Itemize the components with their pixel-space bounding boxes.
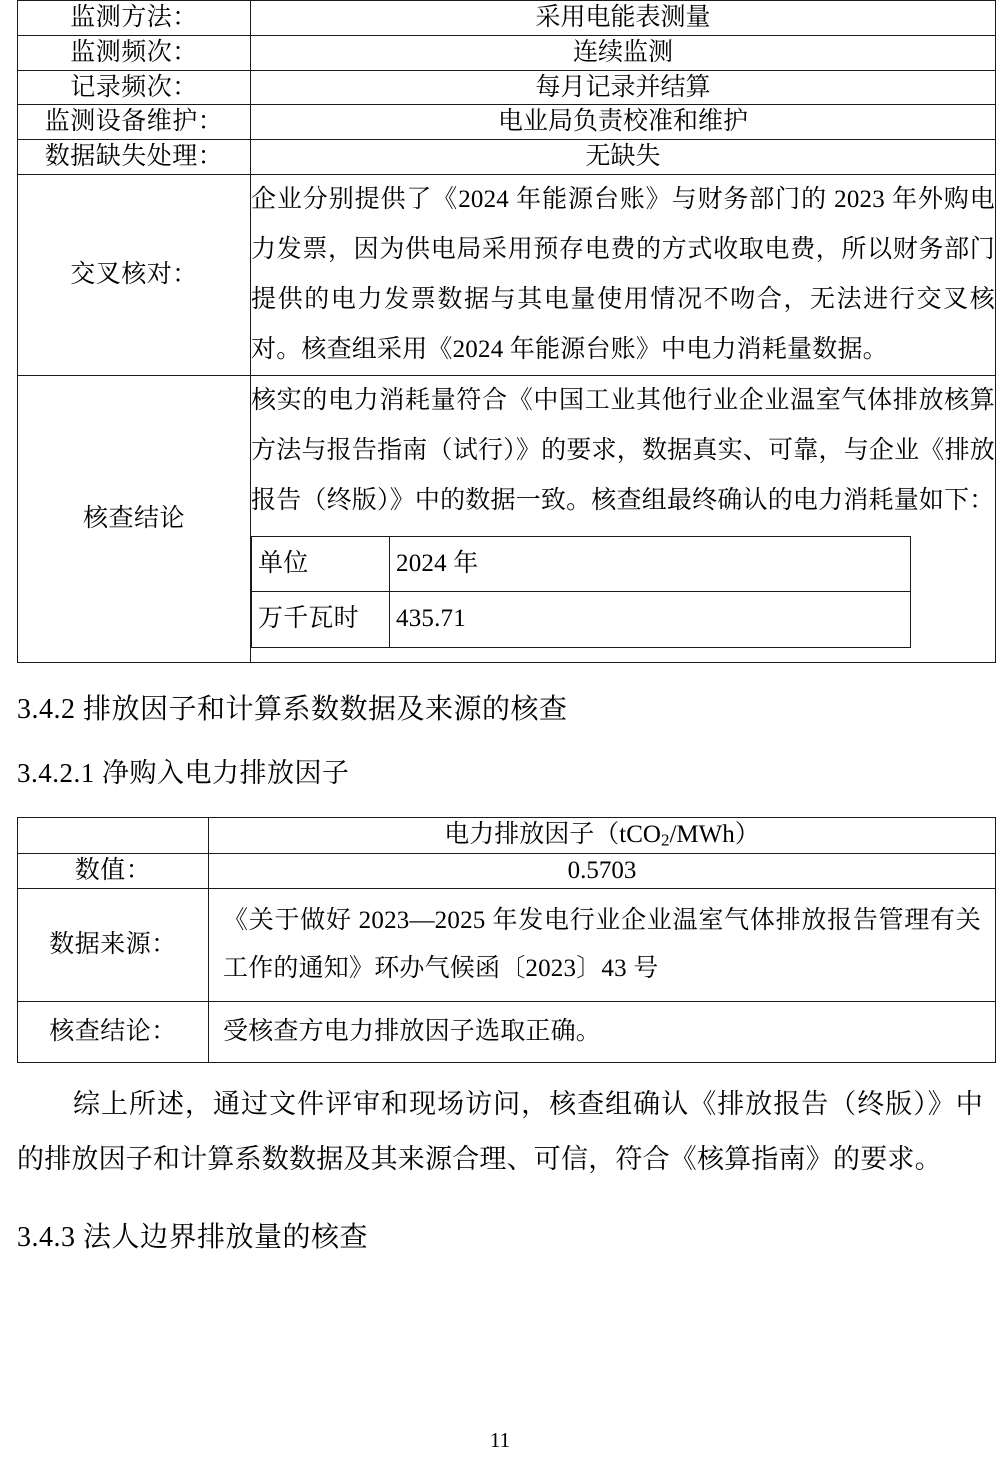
page-number: 11: [489, 1428, 511, 1452]
table-row: [18, 1, 996, 36]
inner-table-header-row: [252, 536, 911, 592]
inner-cell-value: 435.71: [390, 592, 911, 648]
factor-header-title: [209, 818, 996, 854]
section-heading-3-4-3: 3.4.3 法人边界排放量的核查: [17, 1221, 369, 1253]
row-label-verification-conclusion: 核查结论: [18, 375, 251, 662]
row-value-equipment-maintenance: 电业局负责校准和维护: [251, 105, 996, 140]
table-row: [18, 70, 996, 105]
row-label-missing-data: 数据缺失处理：: [18, 140, 251, 175]
table-row: [18, 35, 996, 70]
table-row-cross-check: [18, 174, 996, 375]
row-label-record-frequency: 记录频次：: [18, 70, 251, 105]
table-row: [18, 105, 996, 140]
row-label-cross-check: 交叉核对：: [18, 174, 251, 375]
row-value-verification-conclusion: [251, 375, 996, 662]
table-row-factor-source: [18, 888, 996, 1001]
subsection-heading-3-4-2-1: 3.4.2.1 净购入电力排放因子: [17, 757, 350, 788]
row-value-factor-conclusion: [209, 1001, 996, 1062]
verification-conclusion-paragraph: 核实的电力消耗量符合《中国工业其他行业企业温室气体排放核算方法与报告指南（试行）》的要求，数据真实、可靠，与企业《排放报告（终版）》中的数据一致。核查组最终确认的电力消耗量如下：: [251, 386, 995, 514]
table-row-verification-conclusion: [18, 375, 996, 662]
row-value-monitoring-frequency: 连续监测: [251, 35, 996, 70]
factor-header-blank-cell: [18, 818, 209, 854]
section-heading-3-4-2: 3.4.2 排放因子和计算系数数据及来源的核查: [17, 693, 568, 725]
table-row-factor-conclusion: [18, 1001, 996, 1062]
inner-cell-unit: 万千瓦时: [252, 592, 390, 648]
row-label-equipment-maintenance: 监测设备维护：: [18, 105, 251, 140]
row-value-factor-value: 0.5703: [209, 853, 996, 888]
inner-header-unit: 单位: [252, 536, 390, 592]
row-label-monitoring-method: 监测方法：: [18, 1, 251, 36]
table-row-factor-header: [18, 818, 996, 854]
factor-header-title-prefix: 电力排放因子（tCO: [444, 821, 661, 849]
summary-paragraph: 综上所述，通过文件评审和现场访问，核查组确认《排放报告（终版）》中的排放因子和计算系数数据及其来源合理、可信，符合《核算指南》的要求。: [17, 1088, 983, 1174]
electricity-emission-factor-table: [17, 817, 996, 1062]
inner-header-year: 2024 年: [390, 536, 911, 592]
cross-check-paragraph: 企业分别提供了《2024 年能源台账》与财务部门的 2023 年外购电力发票，因为供电局采用预存电费的方式收取电费，所以财务部门提供的电力发票数据与其电量使用情况不吻合，无法进行交叉核对。核查组采用《2024 年能源台账》中电力消耗量数据。: [251, 185, 995, 363]
row-value-factor-source: [209, 888, 996, 1001]
factor-header-title-suffix: /MWh）: [669, 821, 760, 849]
factor-header-title-subscript: 2: [660, 830, 670, 850]
row-label-factor-source: 数据来源：: [18, 888, 209, 1001]
row-value-record-frequency: 每月记录并结算: [251, 70, 996, 105]
electricity-monitoring-table: [17, 0, 996, 663]
row-value-cross-check: [251, 174, 996, 375]
row-label-factor-value: 数值：: [18, 853, 209, 888]
row-value-missing-data: 无缺失: [251, 140, 996, 175]
confirmed-electricity-consumption-table: [251, 536, 911, 648]
row-value-monitoring-method: 采用电能表测量: [251, 1, 996, 36]
table-row-factor-value: [18, 853, 996, 888]
row-label-factor-conclusion: 核查结论：: [18, 1001, 209, 1062]
inner-table-data-row: [252, 592, 911, 648]
factor-conclusion-paragraph: 受核查方电力排放因子选取正确。: [223, 1017, 602, 1045]
factor-source-paragraph: 《关于做好 2023—2025 年发电行业企业温室气体排放报告管理有关工作的通知》环办气候函〔2023〕43 号: [223, 906, 981, 982]
table-row: [18, 140, 996, 175]
row-label-monitoring-frequency: 监测频次：: [18, 35, 251, 70]
